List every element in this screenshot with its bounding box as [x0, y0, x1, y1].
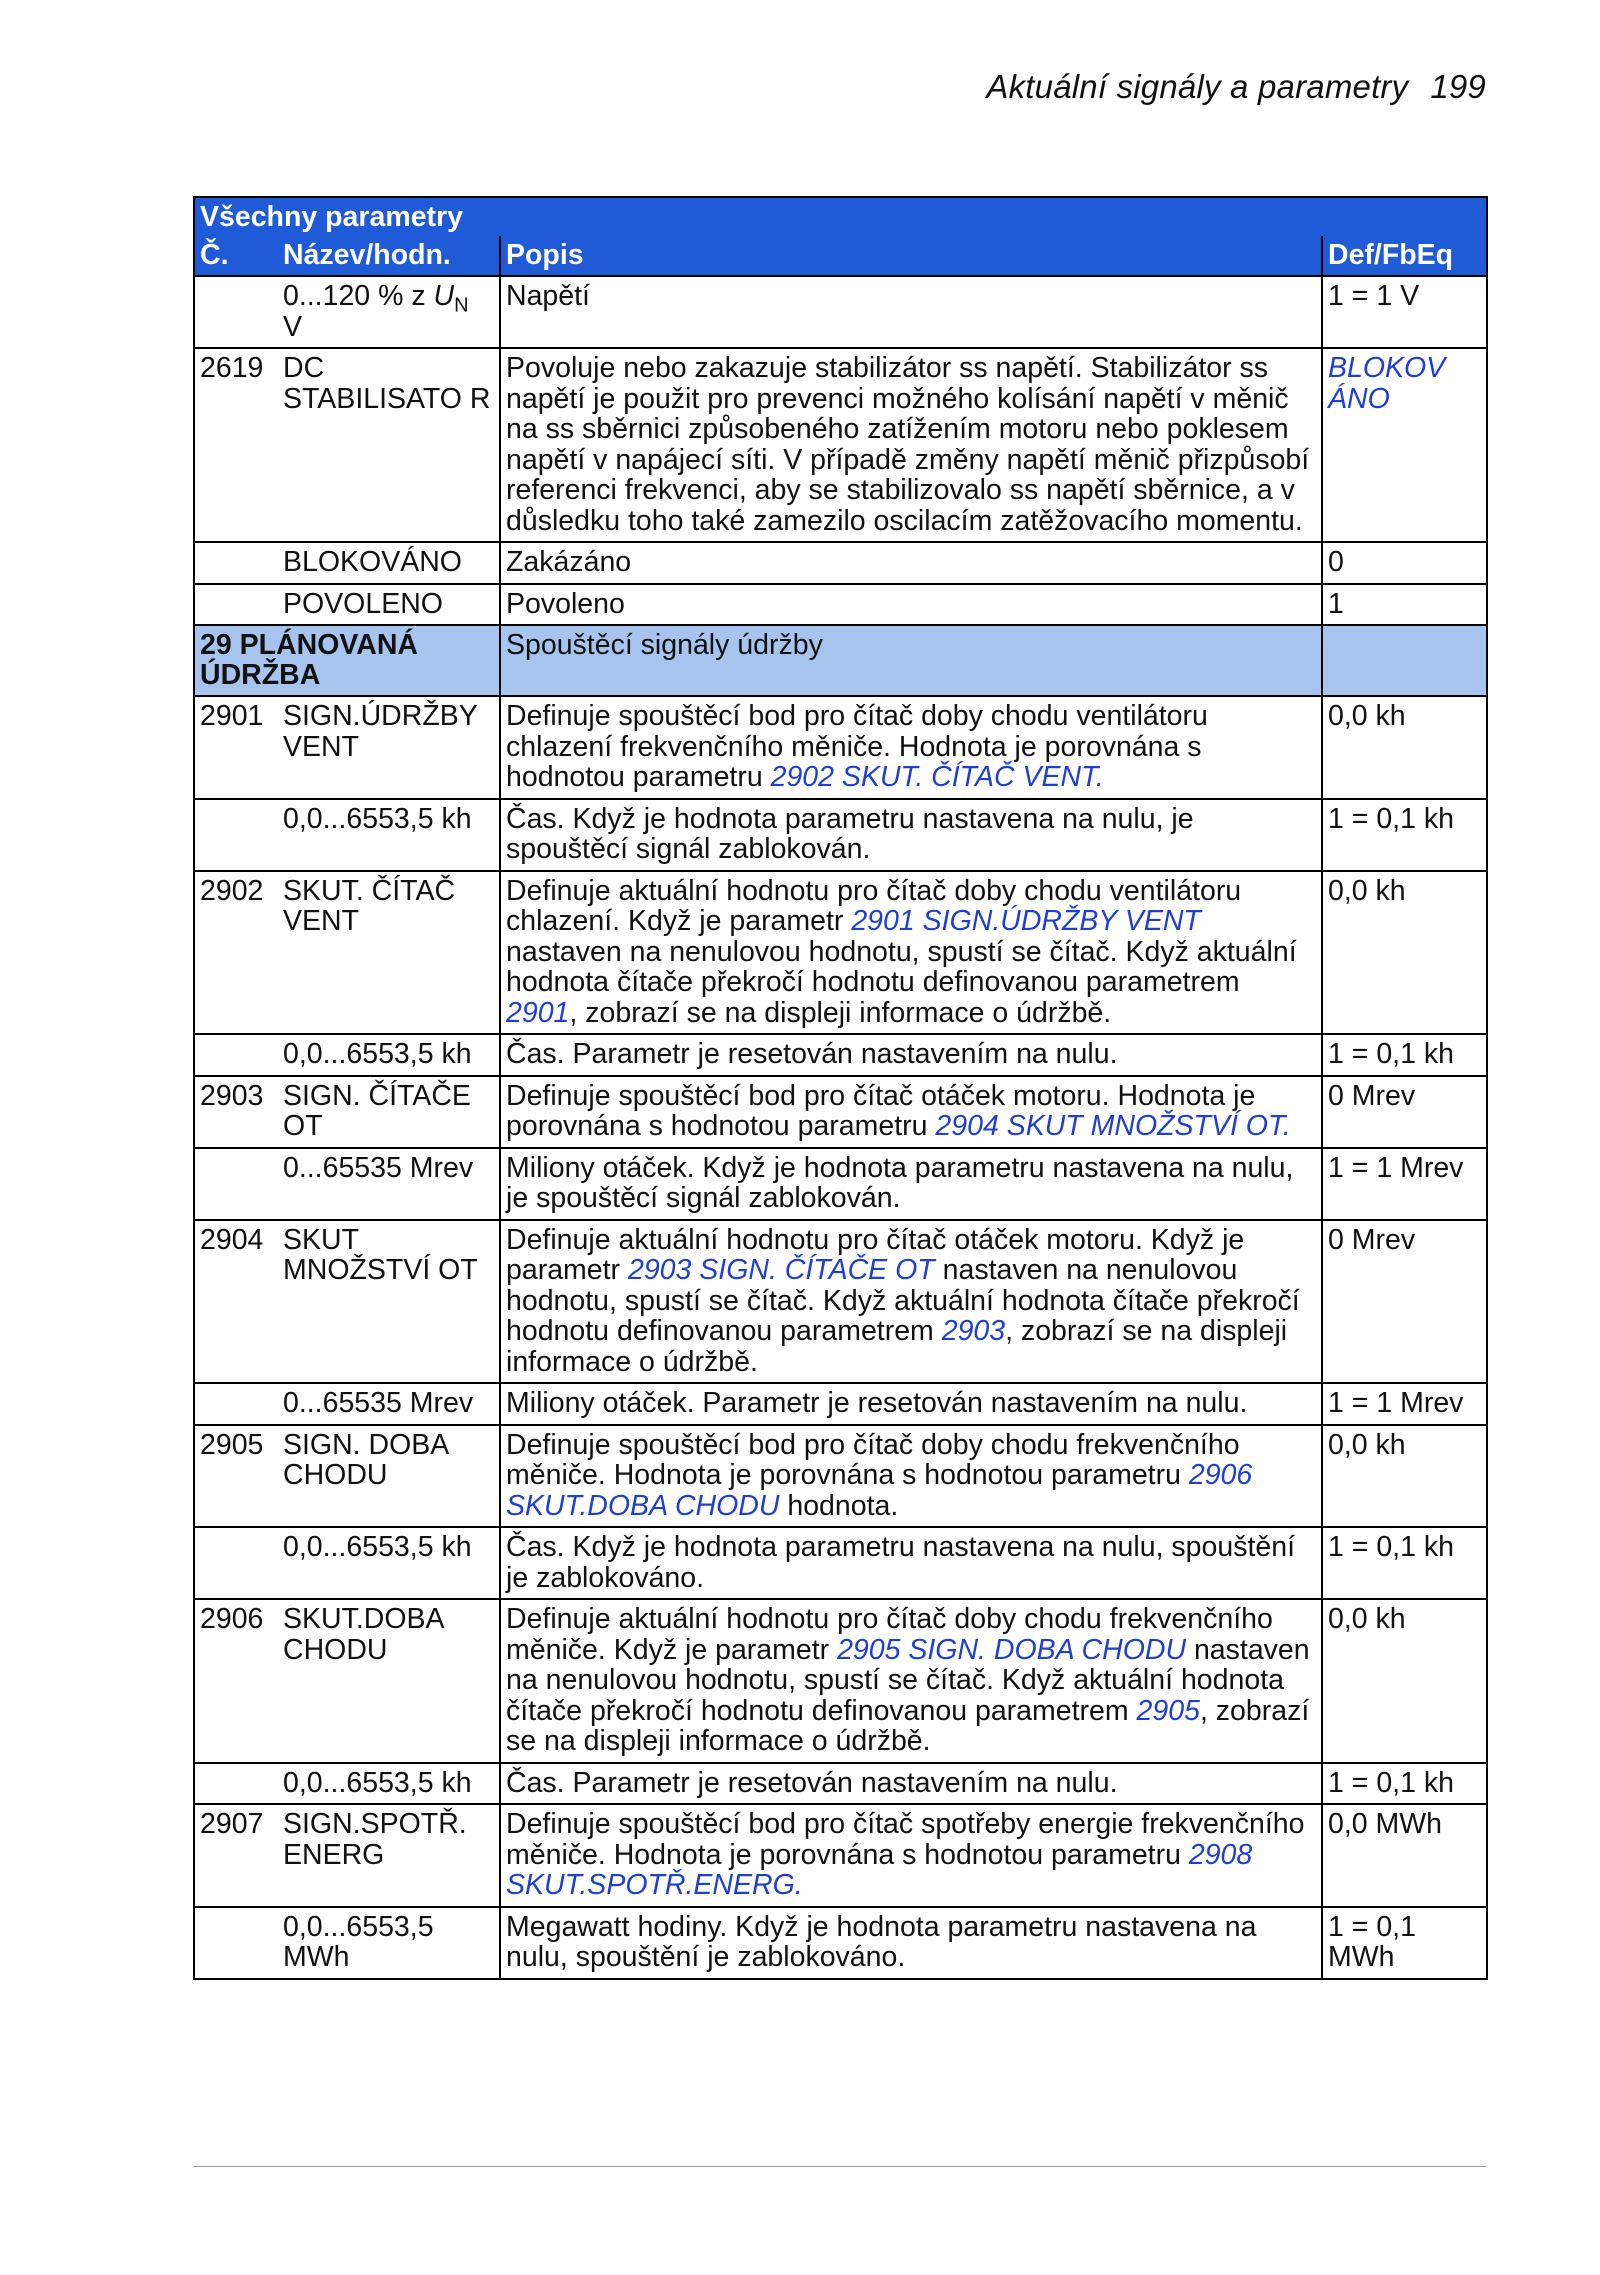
param-desc: Zakázáno — [500, 542, 1322, 584]
desc-text: , zobrazí se na displeji informace o údržbě. — [506, 1315, 1288, 1378]
page-number: 199 — [1430, 68, 1486, 105]
param-desc — [500, 1076, 1322, 1148]
table-title: Všechny parametry — [194, 197, 1487, 236]
group-name: 29 PLÁNOVANÁ ÚDRŽBA — [194, 625, 500, 696]
parameter-table — [193, 196, 1488, 1980]
param-def: 0,0 kh — [1322, 696, 1487, 799]
param-def: 1 — [1322, 584, 1487, 626]
desc-text: Definuje aktuální hodnotu pro čítač doby chodu frekvenčního měniče. Když je parametr — [506, 1603, 1273, 1666]
param-desc: Povoluje nebo zakazuje stabilizátor ss napětí. Stabilizátor ss napětí je použit pro prevenci možného kolísání napětí v měnič na ss sběrnici způsobeného zatížením motoru nebo poklesem napětí v napájecí síti. V případě změny napětí měnič přizpůsobí referenci frekvenci, aby se stabilizovalo ss napětí sběrnice, a v důsledku toho také zamezilo oscilacím zatěžovacího momentu. — [500, 348, 1322, 542]
desc-text: nastaven na nenulovou hodnotu, spustí se čítač. Když aktuální hodnota čítače překročí hodnotu definovanou parametrem — [506, 935, 1297, 998]
param-nr — [194, 1763, 278, 1805]
param-nr: 2901 — [194, 696, 278, 799]
table-row — [194, 1425, 1487, 1528]
param-nr: 2907 — [194, 1804, 278, 1907]
param-def: 0 — [1322, 542, 1487, 584]
param-desc: Čas. Parametr je resetován nastavením na nulu. — [500, 1034, 1322, 1076]
param-nr: 2903 — [194, 1076, 278, 1148]
param-nr — [194, 542, 278, 584]
table-row — [194, 1907, 1487, 1979]
param-desc: Čas. Když je hodnota parametru nastavena na nulu, spouštění je zablokováno. — [500, 1527, 1322, 1599]
group-desc: Spouštěcí signály údržby — [500, 625, 1322, 696]
param-name: BLOKOVÁNO — [278, 542, 500, 584]
param-nr — [194, 276, 278, 348]
param-def: BLOKOV ÁNO — [1322, 348, 1487, 542]
param-name: 0...65535 Mrev — [278, 1148, 500, 1220]
table-row — [194, 348, 1487, 542]
param-name: SKUT. ČÍTAČ VENT — [278, 871, 500, 1035]
param-def: 0 Mrev — [1322, 1076, 1487, 1148]
table-row — [194, 1527, 1487, 1599]
param-name: 0,0...6553,5 MWh — [278, 1907, 500, 1979]
param-desc — [500, 1220, 1322, 1384]
param-nr — [194, 1907, 278, 1979]
param-nr: 2906 — [194, 1599, 278, 1763]
column-header-name: Název/hodn. — [278, 236, 500, 277]
param-name: SIGN. ČÍTAČE OT — [278, 1076, 500, 1148]
param-nr — [194, 799, 278, 871]
param-name: SIGN.ÚDRŽBY VENT — [278, 696, 500, 799]
param-def: 1 = 1 Mrev — [1322, 1148, 1487, 1220]
param-name: SIGN.SPOTŘ. ENERG — [278, 1804, 500, 1907]
param-name: SIGN. DOBA CHODU — [278, 1425, 500, 1528]
param-desc: Povoleno — [500, 584, 1322, 626]
param-desc — [500, 871, 1322, 1035]
param-def: 0,0 kh — [1322, 1599, 1487, 1763]
table-row — [194, 1383, 1487, 1425]
desc-text: Definuje spouštěcí bod pro čítač otáček motoru. Hodnota je porovnána s hodnotou parametru — [506, 1079, 1256, 1142]
param-def: 1 = 0,1 kh — [1322, 1763, 1487, 1805]
param-desc: Čas. Parametr je resetován nastavením na nulu. — [500, 1763, 1322, 1805]
param-desc — [500, 1804, 1322, 1907]
param-desc: Miliony otáček. Parametr je resetován nastavením na nulu. — [500, 1383, 1322, 1425]
value-range-symbol: U — [433, 280, 455, 312]
desc-text: Definuje aktuální hodnotu pro čítač otáček motoru. Když je parametr — [506, 1223, 1245, 1286]
page-header-title: Aktuální signály a parametry — [986, 68, 1409, 105]
desc-text: hodnota. — [779, 1489, 899, 1522]
group-def — [1322, 625, 1487, 696]
desc-text: Definuje spouštěcí bod pro čítač doby chodu ventilátoru chlazení frekvenčního měniče. Hodnota je porovnána s hodnotou parametru — [506, 700, 1208, 793]
group-row — [194, 625, 1487, 696]
param-reference-link[interactable]: 2905 — [1136, 1694, 1200, 1727]
table-row — [194, 799, 1487, 871]
param-def: 0,0 MWh — [1322, 1804, 1487, 1907]
param-name: 0,0...6553,5 kh — [278, 1763, 500, 1805]
param-def: 1 = 1 V — [1322, 276, 1487, 348]
value-range-prefix: 0...120 % z — [283, 280, 434, 312]
table-row — [194, 584, 1487, 626]
param-desc: Miliony otáček. Když je hodnota parametru nastavena na nulu, je spouštěcí signál zablokován. — [500, 1148, 1322, 1220]
param-def: 0 Mrev — [1322, 1220, 1487, 1384]
param-nr: 2904 — [194, 1220, 278, 1384]
column-header-desc: Popis — [500, 236, 1322, 277]
param-def: 1 = 1 Mrev — [1322, 1383, 1487, 1425]
param-nr — [194, 1034, 278, 1076]
param-nr: 2902 — [194, 871, 278, 1035]
table-row — [194, 1804, 1487, 1907]
desc-text: Definuje aktuální hodnotu pro čítač doby chodu ventilátoru chlazení. Když je parametr — [506, 874, 1242, 937]
desc-text: Definuje spouštěcí bod pro čítač doby chodu frekvenčního měniče. Hodnota je porovnána s hodnotou parametru — [506, 1428, 1240, 1491]
desc-text: , zobrazí se na displeji informace o údržbě. — [569, 996, 1112, 1029]
param-def: 1 = 0,1 kh — [1322, 1034, 1487, 1076]
table-row — [194, 871, 1487, 1035]
page-header — [986, 68, 1486, 106]
param-reference-link[interactable]: 2903 — [941, 1315, 1006, 1347]
table-row — [194, 696, 1487, 799]
param-name — [278, 276, 500, 348]
table-row — [194, 1599, 1487, 1763]
desc-text: Definuje spouštěcí bod pro čítač spotřeby energie frekvenčního měniče. Hodnota je porovnána s hodnotou parametru — [506, 1808, 1305, 1871]
param-name: SKUT MNOŽSTVÍ OT — [278, 1220, 500, 1384]
param-desc: Napětí — [500, 276, 1322, 348]
param-nr — [194, 584, 278, 626]
table-title-row — [194, 197, 1487, 236]
param-nr — [194, 1383, 278, 1425]
column-header-def: Def/FbEq — [1322, 236, 1487, 277]
param-desc: Megawatt hodiny. Když je hodnota parametru nastavena na nulu, spouštění je zablokováno. — [500, 1907, 1322, 1979]
footer-divider — [193, 2166, 1486, 2167]
param-reference-link[interactable]: 2906 SKUT.DOBA CHODU — [506, 1459, 1253, 1522]
param-desc — [500, 1425, 1322, 1528]
param-reference-link[interactable]: 2908 SKUT.SPOTŘ.ENERG. — [506, 1838, 1253, 1901]
param-nr — [194, 1527, 278, 1599]
desc-text: nastaven na nenulovou hodnotu, spustí se čítač. Když aktuální hodnota čítače překročí hodnotu definovanou parametrem — [506, 1254, 1300, 1347]
table-row — [194, 1763, 1487, 1805]
column-header-nr: Č. — [194, 236, 278, 277]
param-reference-link[interactable]: 2905 SIGN. DOBA CHODU — [837, 1633, 1187, 1666]
param-reference-link[interactable]: 2902 SKUT. ČÍTAČ VENT. — [770, 761, 1104, 793]
param-def: 0,0 kh — [1322, 871, 1487, 1035]
param-def: 0,0 kh — [1322, 1425, 1487, 1528]
value-range-suffix: V — [283, 310, 303, 343]
param-name: SKUT.DOBA CHODU — [278, 1599, 500, 1763]
param-desc — [500, 1599, 1322, 1763]
table-row — [194, 1076, 1487, 1148]
param-desc: Čas. Když je hodnota parametru nastavena na nulu, je spouštěcí signál zablokován. — [500, 799, 1322, 871]
param-name: 0,0...6553,5 kh — [278, 1034, 500, 1076]
param-name: DC STABILISATO R — [278, 348, 500, 542]
param-reference-link[interactable]: 2904 SKUT MNOŽSTVÍ OT. — [935, 1110, 1291, 1142]
param-nr — [194, 1148, 278, 1220]
param-nr: 2619 — [194, 348, 278, 542]
param-name: 0,0...6553,5 kh — [278, 1527, 500, 1599]
table-row — [194, 1034, 1487, 1076]
value-range-subscript: N — [454, 294, 469, 317]
param-def: 1 = 0,1 MWh — [1322, 1907, 1487, 1979]
param-reference-link[interactable]: 2903 SIGN. ČÍTAČE OT — [627, 1254, 935, 1286]
param-name: POVOLENO — [278, 584, 500, 626]
param-name: 0,0...6553,5 kh — [278, 799, 500, 871]
table-header-row — [194, 236, 1487, 277]
param-reference-link[interactable]: 2901 — [506, 996, 570, 1029]
desc-text: , zobrazí se na displeji informace o údržbě. — [506, 1694, 1310, 1757]
param-nr: 2905 — [194, 1425, 278, 1528]
table-row — [194, 276, 1487, 348]
table-row — [194, 1148, 1487, 1220]
desc-text: nastaven na nenulovou hodnotu, spustí se čítač. Když aktuální hodnota čítače překročí hodnotu definovanou parametrem — [506, 1633, 1310, 1727]
table-row — [194, 542, 1487, 584]
param-def: 1 = 0,1 kh — [1322, 799, 1487, 871]
param-reference-link[interactable]: 2901 SIGN.ÚDRŽBY VENT — [851, 905, 1201, 937]
param-name: 0...65535 Mrev — [278, 1383, 500, 1425]
table-row — [194, 1220, 1487, 1384]
param-def: 1 = 0,1 kh — [1322, 1527, 1487, 1599]
param-desc — [500, 696, 1322, 799]
